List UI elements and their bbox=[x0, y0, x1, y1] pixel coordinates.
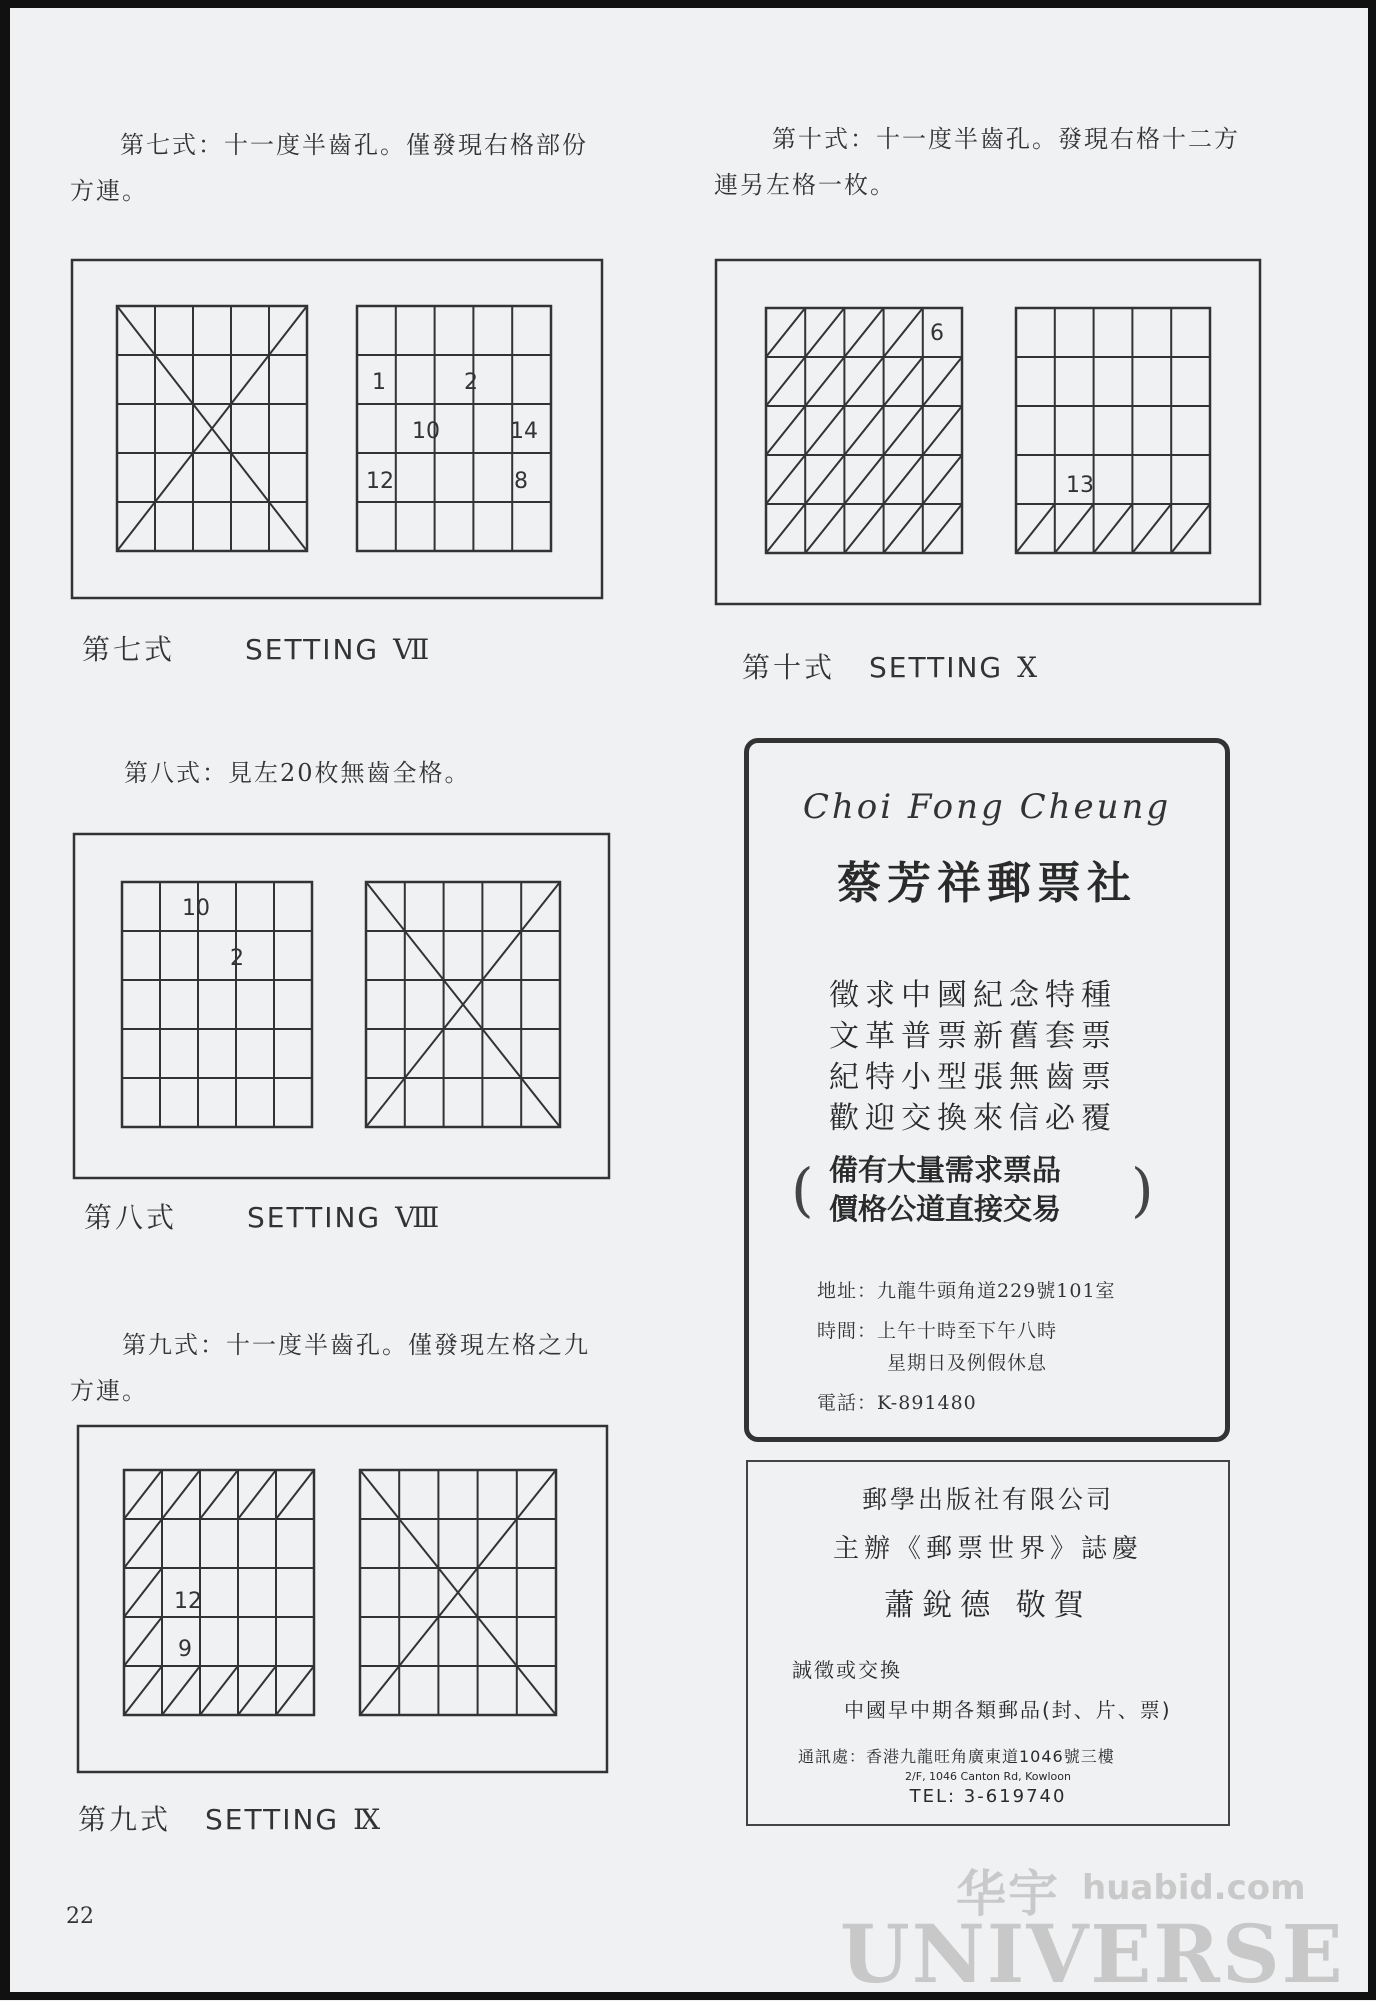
setting-9-caption bbox=[78, 1798, 380, 1838]
setting-7-right-number: 14 bbox=[510, 419, 538, 444]
setting-7-desc-line-1: 第七式：十一度半齒孔。僅發現右格部份 bbox=[120, 131, 588, 159]
setting-7-right-number: 12 bbox=[366, 469, 394, 494]
ad-latin-name: Choi Fong Cheung bbox=[802, 787, 1172, 827]
ad-address: 地址：九龍牛頭角道229號101室 bbox=[817, 1280, 1116, 1302]
setting-10-caption-cn: 第十式 bbox=[742, 651, 836, 684]
ad-hours: 時間：上午十時至下午八時 bbox=[817, 1320, 1058, 1342]
setting-9-caption-cn: 第九式 bbox=[78, 1803, 172, 1836]
setting-7-caption bbox=[82, 628, 429, 668]
setting-7-caption-numeral: Ⅶ bbox=[393, 633, 430, 666]
ad-shop-name: 蔡芳祥郵票社 bbox=[837, 858, 1137, 909]
setting-10-caption-numeral: Ⅹ bbox=[1017, 651, 1038, 684]
setting-9-left-pane bbox=[124, 1470, 314, 1715]
setting-7-right-number: 10 bbox=[412, 419, 440, 444]
setting-10-left-number: 6 bbox=[930, 321, 944, 346]
setting-7-right-number: 2 bbox=[464, 370, 478, 395]
ad-stock-line: 價格公道直接交易 bbox=[829, 1192, 1062, 1226]
setting-10-caption bbox=[742, 646, 1037, 686]
setting-8-caption-en: SETTING bbox=[247, 1201, 382, 1234]
ad2-address-en: 2/F, 1046 Canton Rd, Kowloon bbox=[905, 1770, 1071, 1783]
ad-hours-note: 星期日及例假休息 bbox=[887, 1352, 1048, 1374]
setting-9-desc-line-1: 第九式：十一度半齒孔。僅發現左格之九 bbox=[122, 1331, 590, 1359]
setting-10-description bbox=[714, 116, 1240, 208]
ad2-seeking: 誠徵或交換 bbox=[792, 1658, 902, 1682]
ad-stock-line: 備有大量需求票品 bbox=[829, 1153, 1062, 1187]
setting-9-right-pane bbox=[360, 1470, 556, 1715]
ad-wants-line: 歡迎交換來信必覆 bbox=[829, 1101, 1117, 1136]
watermark bbox=[820, 1850, 1345, 2001]
setting-8-right-pane bbox=[366, 882, 560, 1127]
setting-10-caption-en: SETTING bbox=[869, 651, 1004, 684]
setting-9-description bbox=[70, 1322, 590, 1414]
ad2-congrats: 蕭銳德 敬賀 bbox=[884, 1588, 1092, 1623]
setting-10-right-pane bbox=[1016, 308, 1210, 553]
ad-wants-line: 文革普票新舊套票 bbox=[829, 1019, 1117, 1054]
setting-10-right-number: 13 bbox=[1066, 473, 1094, 498]
setting-7-left-pane bbox=[117, 306, 307, 551]
setting-8-left-pane bbox=[122, 882, 312, 1127]
advertisement-philatelic-publisher bbox=[746, 1460, 1230, 1826]
setting-7-right-number: 8 bbox=[514, 469, 528, 494]
setting-7-caption-cn: 第七式 bbox=[82, 633, 176, 666]
setting-9-outer-frame bbox=[78, 1426, 607, 1772]
setting-10-desc-line-2: 連另左格一枚。 bbox=[714, 171, 896, 199]
ad-wants-list bbox=[829, 975, 1117, 1139]
setting-9-caption-numeral: Ⅸ bbox=[353, 1803, 381, 1836]
setting-8-left-number: 2 bbox=[230, 946, 244, 971]
setting-8-desc-line-1: 第八式：見左20枚無齒全格。 bbox=[124, 759, 471, 787]
setting-8-caption bbox=[84, 1196, 439, 1236]
setting-9-diagram bbox=[76, 1424, 610, 1774]
setting-7-description bbox=[70, 122, 588, 214]
ad2-event: 主辦《郵票世界》誌慶 bbox=[832, 1534, 1143, 1564]
setting-10-diagram bbox=[714, 258, 1262, 606]
setting-9-left-number: 9 bbox=[178, 1637, 192, 1662]
setting-7-caption-en: SETTING bbox=[245, 633, 380, 666]
setting-8-caption-numeral: Ⅷ bbox=[395, 1201, 440, 1234]
setting-9-left-number: 12 bbox=[174, 1589, 202, 1614]
ad-paren-close: ) bbox=[1131, 1156, 1154, 1224]
setting-10-desc-line-1: 第十式：十一度半齒孔。發現右格十二方 bbox=[772, 125, 1240, 153]
page-number: 22 bbox=[66, 1904, 94, 1929]
setting-8-caption-cn: 第八式 bbox=[84, 1201, 178, 1234]
ad-stock-list bbox=[829, 1151, 1061, 1229]
setting-8-diagram bbox=[72, 832, 612, 1182]
setting-7-diagram bbox=[70, 258, 606, 602]
setting-9-desc-line-2: 方連。 bbox=[70, 1377, 148, 1405]
ad2-items: 中國早中期各類郵品(封、片、票) bbox=[844, 1698, 1172, 1722]
ad2-address-cn: 通訊處：香港九龍旺角廣東道1046號三樓 bbox=[798, 1747, 1115, 1766]
setting-8-description bbox=[124, 750, 471, 796]
ad-wants-line: 紀特小型張無齒票 bbox=[829, 1060, 1117, 1095]
setting-9-caption-en: SETTING bbox=[205, 1803, 340, 1836]
watermark-cn: 华宇 bbox=[956, 1865, 1060, 1923]
advertisement-choi-fong-cheung bbox=[744, 738, 1230, 1442]
ad-paren-open: ( bbox=[791, 1156, 814, 1224]
ad-contact-info bbox=[817, 1275, 1116, 1419]
ad2-phone: TEL: 3-619740 bbox=[909, 1786, 1067, 1807]
watermark-domain: huabid.com bbox=[1082, 1868, 1306, 1908]
setting-7-right-number: 1 bbox=[372, 370, 386, 395]
setting-8-left-number: 10 bbox=[182, 896, 210, 921]
setting-7-desc-line-2: 方連。 bbox=[70, 177, 148, 205]
watermark-word: UNIVERSE bbox=[840, 1907, 1345, 2001]
ad2-company-name: 郵學出版社有限公司 bbox=[861, 1485, 1114, 1514]
ad-phone: 電話：K-891480 bbox=[817, 1392, 977, 1414]
ad-wants-line: 徵求中國紀念特種 bbox=[829, 978, 1117, 1013]
